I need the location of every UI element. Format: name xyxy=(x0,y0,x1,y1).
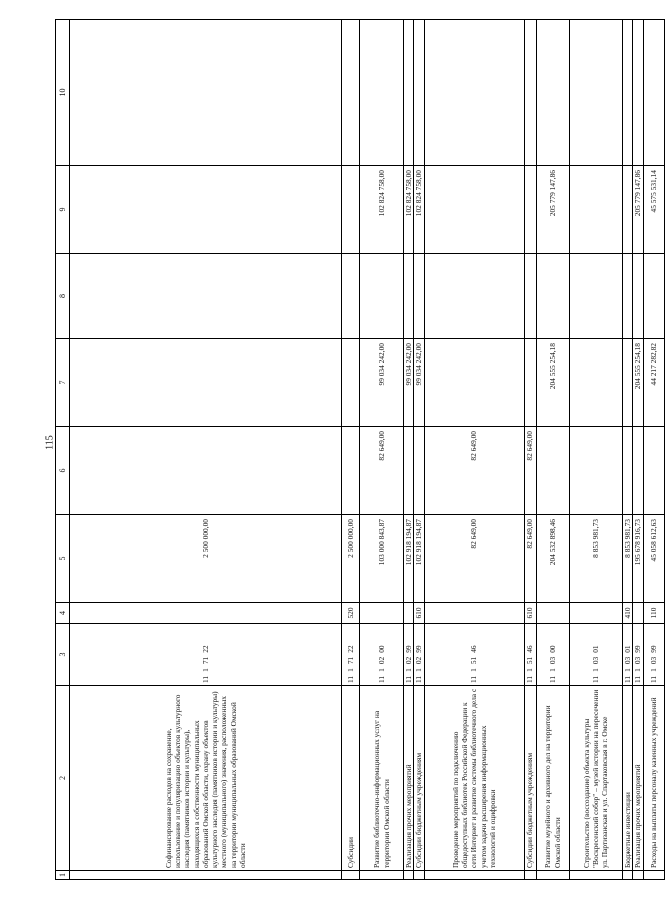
table-row xyxy=(643,20,664,880)
amount-cell-8 xyxy=(524,254,536,339)
code-part: 1 xyxy=(633,668,643,672)
classification-code-cell xyxy=(643,624,664,686)
column-number: 8 xyxy=(56,254,70,339)
expense-type-cell: 610 xyxy=(414,603,424,624)
code-part: 1 xyxy=(200,668,210,672)
code-part: 11 xyxy=(633,675,643,683)
code-part: 00 xyxy=(376,645,386,653)
code-part: 02 xyxy=(414,656,424,665)
column-number-row xyxy=(56,20,70,880)
code-group xyxy=(525,626,534,683)
expense-type-cell xyxy=(569,603,622,624)
amount-cell-10 xyxy=(622,20,632,166)
code-part: 99 xyxy=(649,645,659,653)
amount-cell-10 xyxy=(414,20,424,166)
amount-cell-7: 99 034 242,00 xyxy=(404,339,414,427)
column-number: 1 xyxy=(56,871,70,880)
code-part: 1 xyxy=(404,668,413,672)
amount-cell-6 xyxy=(643,427,664,515)
code-part: 99 xyxy=(414,645,424,653)
code-group xyxy=(469,626,478,683)
code-part: 01 xyxy=(622,645,632,653)
amount-cell-6: 82 649,00 xyxy=(524,427,536,515)
amount-cell-10 xyxy=(536,20,569,166)
amount-cell-9 xyxy=(424,166,524,254)
code-part: 03 xyxy=(633,656,643,665)
amount-cell-8 xyxy=(424,254,524,339)
code-part: 11 xyxy=(345,675,355,683)
row-number-cell xyxy=(524,871,536,880)
amount-cell-9: 205 779 147,86 xyxy=(536,166,569,254)
column-number: 10 xyxy=(56,20,70,166)
code-part: 1 xyxy=(469,668,479,672)
row-number-cell xyxy=(360,871,404,880)
amount-cell-10 xyxy=(404,20,414,166)
code-group xyxy=(649,626,658,683)
code-part: 03 xyxy=(590,656,600,665)
amount-cell-9 xyxy=(569,166,622,254)
table-row xyxy=(342,20,360,880)
code-part: 46 xyxy=(469,645,479,653)
amount-cell-8 xyxy=(342,254,360,339)
amount-cell-5: 8 853 981,73 xyxy=(569,515,622,603)
code-part: 11 xyxy=(200,675,210,683)
classification-code-cell xyxy=(360,624,404,686)
code-part: 71 xyxy=(200,656,210,665)
row-number-cell xyxy=(569,871,622,880)
expense-type-cell xyxy=(424,603,524,624)
description-cell: Проведение мероприятий по подключению общедоступных библиотек Российской Федерации к сети Интернет и развитие системы библиотечного дела с учетом задачи расширения информационных технологий и оцифровки xyxy=(424,686,524,871)
row-number-cell xyxy=(424,871,524,880)
description-cell: Реализация прочих мероприятий xyxy=(404,686,414,871)
amount-cell-10 xyxy=(524,20,536,166)
amount-cell-8 xyxy=(536,254,569,339)
code-part: 02 xyxy=(404,656,413,665)
code-part: 46 xyxy=(525,645,535,653)
code-part: 22 xyxy=(345,645,355,653)
code-part: 03 xyxy=(649,656,659,665)
amount-cell-10 xyxy=(569,20,622,166)
amount-cell-9: 102 824 758,00 xyxy=(414,166,424,254)
amount-cell-9 xyxy=(342,166,360,254)
table-row xyxy=(622,20,632,880)
column-number: 7 xyxy=(56,339,70,427)
amount-cell-10 xyxy=(643,20,664,166)
description-cell: Субсидии бюджетным учреждениям xyxy=(414,686,424,871)
code-part: 99 xyxy=(404,645,413,653)
amount-cell-6 xyxy=(536,427,569,515)
description-cell: Развитие библиотечно-информационных услуг на территории Омской области xyxy=(360,686,404,871)
amount-cell-5: 103 000 843,87 xyxy=(360,515,404,603)
code-part: 11 xyxy=(469,675,479,683)
description-cell: Расходы на выплаты персоналу казенных учреждений xyxy=(643,686,664,871)
amount-cell-8 xyxy=(404,254,414,339)
description-cell: Софинансирование расходов на сохранение, использование и популяризацию объектов культурного наследия (памятников истории и культуры), находящихся в собственности муниципальных образований Омской области, охрану объектов культурного наследия (памятников истории и культуры) местного (муниципального) значения, расположенных на территории муниципальных образований Омской области xyxy=(70,686,342,871)
code-group xyxy=(414,626,423,683)
classification-code-cell xyxy=(569,624,622,686)
row-number-cell xyxy=(622,871,632,880)
code-part: 03 xyxy=(547,656,557,665)
column-number: 6 xyxy=(56,427,70,515)
table-row xyxy=(569,20,622,880)
table-row xyxy=(536,20,569,880)
amount-cell-7 xyxy=(569,339,622,427)
expense-type-cell: 410 xyxy=(622,603,632,624)
column-number: 4 xyxy=(56,603,70,624)
amount-cell-7 xyxy=(524,339,536,427)
amount-cell-6 xyxy=(342,427,360,515)
table-row xyxy=(424,20,524,880)
code-part: 1 xyxy=(525,668,535,672)
code-part: 11 xyxy=(649,675,659,683)
column-number: 9 xyxy=(56,166,70,254)
amount-cell-5: 204 532 898,46 xyxy=(536,515,569,603)
code-group xyxy=(623,626,632,683)
amount-cell-7 xyxy=(70,339,342,427)
amount-cell-8 xyxy=(569,254,622,339)
expense-type-cell xyxy=(404,603,414,624)
page-number: 115 xyxy=(44,435,56,450)
table-body xyxy=(56,20,665,880)
code-part: 99 xyxy=(633,645,643,653)
amount-cell-5: 2 500 000,00 xyxy=(70,515,342,603)
code-part: 01 xyxy=(590,645,600,653)
budget-table xyxy=(55,19,665,880)
code-group xyxy=(591,626,600,683)
code-part: 11 xyxy=(376,675,386,683)
amount-cell-5: 82 649,00 xyxy=(524,515,536,603)
expense-type-cell: 610 xyxy=(524,603,536,624)
code-part: 03 xyxy=(622,656,632,665)
amount-cell-6 xyxy=(404,427,414,515)
table-row xyxy=(414,20,424,880)
amount-cell-9: 205 779 147,86 xyxy=(632,166,643,254)
column-number: 5 xyxy=(56,515,70,603)
amount-cell-8 xyxy=(360,254,404,339)
amount-cell-9: 102 824 758,00 xyxy=(404,166,414,254)
row-number-cell xyxy=(342,871,360,880)
amount-cell-5: 2 500 000,00 xyxy=(342,515,360,603)
table-row xyxy=(632,20,643,880)
table-row xyxy=(404,20,414,880)
row-number-cell xyxy=(414,871,424,880)
amount-cell-6 xyxy=(70,427,342,515)
amount-cell-9 xyxy=(524,166,536,254)
description-cell: Реализация прочих мероприятий xyxy=(632,686,643,871)
code-part: 51 xyxy=(469,656,479,665)
code-part: 00 xyxy=(547,645,557,653)
amount-cell-7: 204 555 254,18 xyxy=(536,339,569,427)
amount-cell-8 xyxy=(632,254,643,339)
classification-code-cell xyxy=(414,624,424,686)
expense-type-cell xyxy=(360,603,404,624)
code-group xyxy=(633,626,642,683)
expense-type-cell xyxy=(632,603,643,624)
description-cell: Строительство (воссоздание) объекта культуры "Воскресенский собор" – музей истории на пересечении ул. Партизанская и ул. Спартаковская в г. Омске xyxy=(569,686,622,871)
amount-cell-5: 195 678 916,73 xyxy=(632,515,643,603)
expense-type-cell: 520 xyxy=(342,603,360,624)
amount-cell-7 xyxy=(424,339,524,427)
amount-cell-10 xyxy=(360,20,404,166)
code-part: 11 xyxy=(590,675,600,683)
code-group xyxy=(377,626,386,683)
amount-cell-6 xyxy=(414,427,424,515)
rotated-budget-table-page xyxy=(55,20,659,880)
classification-code-cell xyxy=(524,624,536,686)
code-part: 51 xyxy=(525,656,535,665)
table-row xyxy=(70,20,342,880)
row-number-cell xyxy=(632,871,643,880)
classification-code-cell xyxy=(404,624,414,686)
code-group xyxy=(404,626,413,683)
row-number-cell xyxy=(70,871,342,880)
code-part: 1 xyxy=(622,668,632,672)
amount-cell-7: 99 034 242,00 xyxy=(414,339,424,427)
amount-cell-6 xyxy=(622,427,632,515)
table-row xyxy=(360,20,404,880)
amount-cell-8 xyxy=(414,254,424,339)
amount-cell-6: 82 649,00 xyxy=(360,427,404,515)
classification-code-cell xyxy=(632,624,643,686)
code-group xyxy=(346,626,355,683)
amount-cell-8 xyxy=(70,254,342,339)
code-part: 1 xyxy=(414,668,424,672)
expense-type-cell xyxy=(536,603,569,624)
row-number-cell xyxy=(404,871,414,880)
code-part: 11 xyxy=(547,675,557,683)
code-part: 71 xyxy=(345,656,355,665)
amount-cell-10 xyxy=(342,20,360,166)
column-number: 3 xyxy=(56,624,70,686)
description-cell: Бюджетные инвестиции xyxy=(622,686,632,871)
column-number: 2 xyxy=(56,686,70,871)
code-part: 11 xyxy=(622,675,632,683)
code-part: 11 xyxy=(525,675,535,683)
amount-cell-5: 82 649,00 xyxy=(424,515,524,603)
amount-cell-5: 8 853 981,73 xyxy=(622,515,632,603)
amount-cell-9: 102 824 758,00 xyxy=(360,166,404,254)
classification-code-cell xyxy=(342,624,360,686)
amount-cell-9: 45 575 531,14 xyxy=(643,166,664,254)
amount-cell-7: 99 034 242,00 xyxy=(360,339,404,427)
description-cell: Субсидии бюджетным учреждениям xyxy=(524,686,536,871)
amount-cell-8 xyxy=(622,254,632,339)
amount-cell-10 xyxy=(632,20,643,166)
description-cell: Развитие музейного и архивного дел на территории Омской области xyxy=(536,686,569,871)
code-group xyxy=(548,626,557,683)
amount-cell-10 xyxy=(424,20,524,166)
amount-cell-10 xyxy=(70,20,342,166)
code-part: 1 xyxy=(376,668,386,672)
classification-code-cell xyxy=(622,624,632,686)
classification-code-cell xyxy=(536,624,569,686)
amount-cell-7: 44 217 282,82 xyxy=(643,339,664,427)
amount-cell-6 xyxy=(569,427,622,515)
amount-cell-5: 45 058 612,63 xyxy=(643,515,664,603)
code-part: 1 xyxy=(547,668,557,672)
description-cell: Субсидии xyxy=(342,686,360,871)
row-number-cell xyxy=(643,871,664,880)
amount-cell-5: 102 918 194,87 xyxy=(404,515,414,603)
code-group xyxy=(201,626,210,683)
amount-cell-6: 82 649,00 xyxy=(424,427,524,515)
amount-cell-9 xyxy=(622,166,632,254)
code-part: 11 xyxy=(414,675,424,683)
code-part: 22 xyxy=(200,645,210,653)
row-number-cell xyxy=(536,871,569,880)
code-part: 11 xyxy=(404,675,413,683)
code-part: 02 xyxy=(376,656,386,665)
table-row xyxy=(524,20,536,880)
classification-code-cell xyxy=(70,624,342,686)
amount-cell-9 xyxy=(70,166,342,254)
code-part: 1 xyxy=(649,668,659,672)
amount-cell-7: 204 555 254,18 xyxy=(632,339,643,427)
amount-cell-8 xyxy=(643,254,664,339)
code-part: 1 xyxy=(590,668,600,672)
amount-cell-5: 102 918 194,87 xyxy=(414,515,424,603)
expense-type-cell xyxy=(70,603,342,624)
expense-type-cell: 110 xyxy=(643,603,664,624)
code-part: 1 xyxy=(345,668,355,672)
classification-code-cell xyxy=(424,624,524,686)
amount-cell-7 xyxy=(342,339,360,427)
amount-cell-7 xyxy=(622,339,632,427)
amount-cell-6 xyxy=(632,427,643,515)
